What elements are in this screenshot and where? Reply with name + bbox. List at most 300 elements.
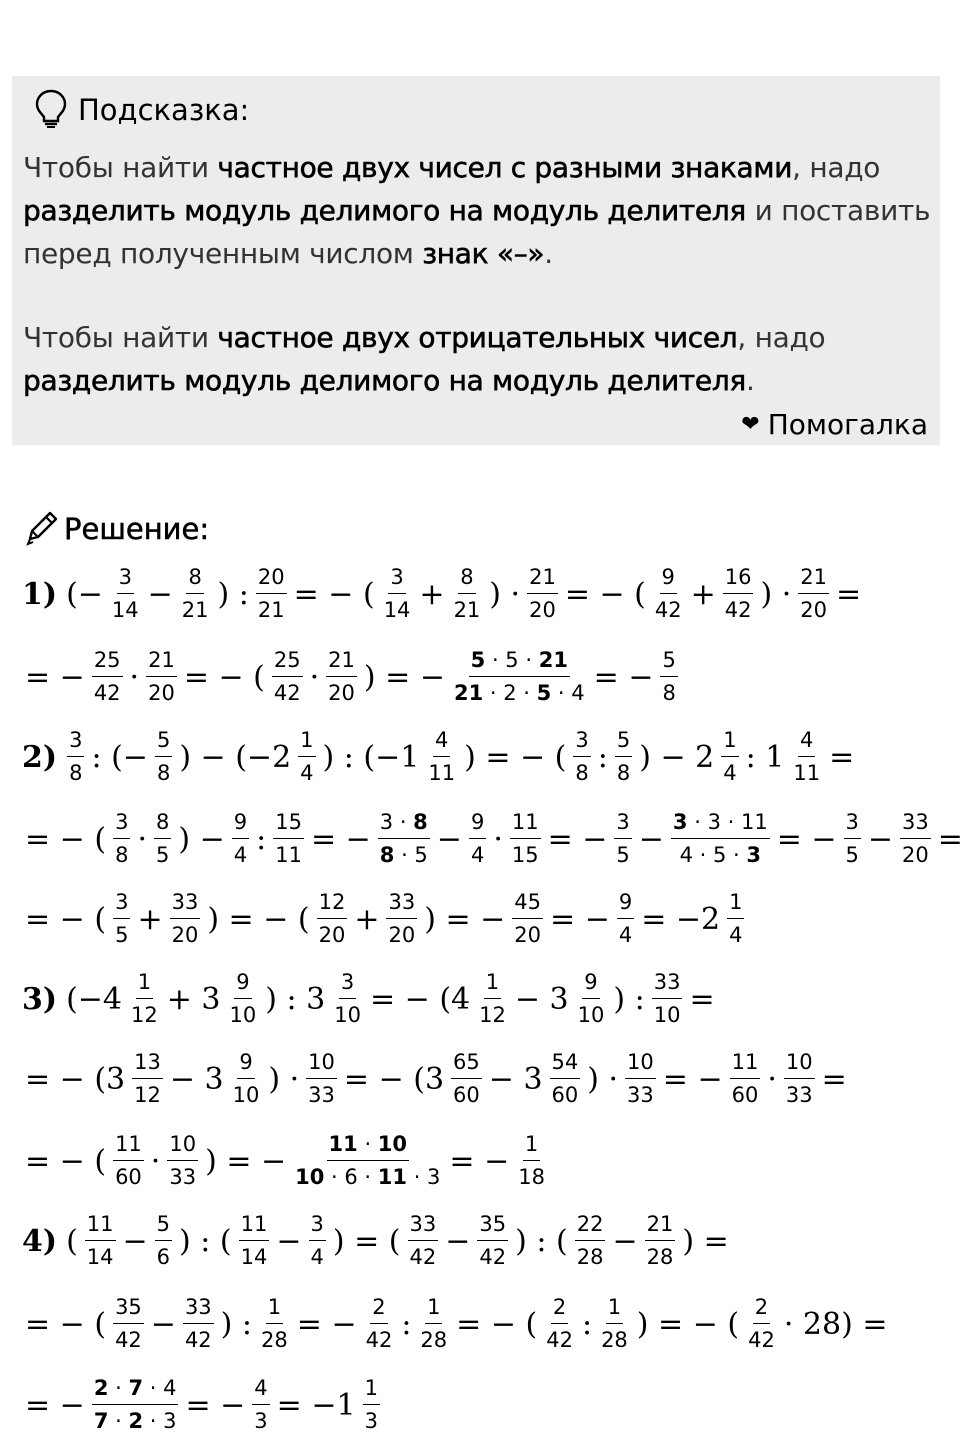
fraction — [784, 1050, 815, 1108]
numerator: 25 — [272, 648, 303, 677]
math-operator: − — [638, 821, 664, 857]
numerator: 3 · 3 · 11 — [671, 810, 770, 839]
math-operator: = − — [25, 659, 85, 695]
math-operator: ) = − — [424, 901, 506, 937]
math-operator: · — [150, 1143, 161, 1179]
denominator: 18 — [518, 1165, 545, 1189]
solution-title: Решение: — [64, 512, 210, 546]
fraction — [477, 1212, 508, 1270]
fraction — [132, 1050, 163, 1108]
numerator: 33 — [183, 1295, 214, 1324]
fraction — [146, 648, 177, 706]
denominator: 14 — [86, 1245, 114, 1269]
fraction — [671, 810, 770, 868]
math-operator: − — [436, 821, 462, 857]
hint-paragraph-2 — [23, 316, 933, 402]
denominator: 8 — [115, 843, 129, 867]
solution-line — [22, 728, 857, 786]
denominator: 4 — [729, 923, 743, 947]
fraction — [645, 1212, 676, 1270]
denominator: 11 — [275, 843, 302, 867]
numerator: 1 — [266, 1295, 283, 1324]
hint-text-run: , надо — [737, 321, 826, 354]
numerator: 9 — [660, 565, 677, 594]
fraction — [900, 810, 931, 868]
numerator: 2 — [370, 1295, 387, 1324]
math-operator: = − — [296, 1306, 357, 1342]
denominator: 4 — [470, 843, 485, 867]
numerator: 1 — [298, 728, 315, 757]
denominator: 33 — [785, 1083, 813, 1107]
denominator: 20 — [388, 923, 416, 947]
fraction — [113, 890, 130, 948]
math-operator: : — [256, 821, 267, 857]
problem-number: 3) — [22, 981, 58, 1017]
fraction — [256, 565, 287, 623]
denominator: 21 — [257, 598, 285, 622]
numerator: 1 — [606, 1295, 623, 1324]
lightbulb-icon — [34, 88, 68, 132]
fraction — [516, 1132, 547, 1190]
fraction — [113, 1295, 144, 1353]
numerator: 12 — [317, 890, 348, 919]
denominator: 10 — [229, 1003, 257, 1027]
denominator: 20 — [800, 598, 827, 622]
fraction — [67, 728, 84, 786]
denominator: 21 · 2 · 5 · 4 — [453, 681, 585, 705]
numerator: 10 — [625, 1050, 656, 1079]
denominator: 33 — [627, 1083, 654, 1107]
numerator: 11 — [510, 810, 541, 839]
denominator: 3 — [364, 1409, 378, 1433]
numerator: 45 — [512, 890, 543, 919]
math-operator: = − — [662, 1061, 723, 1097]
math-operator: (− — [66, 576, 103, 612]
numerator: 11 — [113, 1132, 144, 1161]
math-operator: − — [867, 821, 894, 857]
math-operator: ) = − — [205, 1143, 287, 1179]
math-operator: : — [581, 1306, 593, 1342]
math-operator: ) · — [268, 1061, 300, 1097]
denominator: 28 — [261, 1328, 288, 1352]
denominator: 11 — [428, 761, 456, 785]
fraction — [408, 1212, 439, 1270]
numerator: 3 — [339, 970, 356, 999]
numerator: 2 — [753, 1295, 770, 1324]
fraction — [231, 1050, 262, 1108]
numerator: 3 — [844, 810, 861, 839]
fraction — [452, 648, 587, 706]
numerator: 35 — [477, 1212, 508, 1241]
denominator: 14 — [240, 1245, 268, 1269]
math-operator: ) · — [760, 576, 792, 612]
denominator: 20 — [514, 923, 542, 947]
numerator: 1 — [425, 1295, 442, 1324]
fraction — [721, 728, 738, 786]
fraction — [550, 1050, 581, 1108]
math-operator: = − — [310, 821, 371, 857]
fraction — [510, 810, 541, 868]
denominator: 4 — [618, 923, 633, 947]
pencil-icon — [24, 508, 60, 550]
math-operator: − 3 — [169, 1061, 224, 1097]
fraction — [183, 1295, 214, 1353]
hint-emphasis: частное двух отрицательных чисел — [217, 321, 738, 354]
math-operator: ) : ( — [515, 1223, 568, 1259]
math-operator: = − ( — [25, 901, 107, 937]
numerator: 8 — [186, 565, 203, 594]
fraction — [575, 1212, 606, 1270]
fraction — [451, 1050, 482, 1108]
fraction — [155, 1212, 172, 1270]
fraction — [426, 728, 457, 786]
denominator: 28 — [646, 1245, 674, 1269]
numerator: 5 — [155, 1212, 172, 1241]
fraction — [386, 890, 417, 948]
math-operator: = — [829, 739, 855, 775]
numerator: 9 — [232, 810, 249, 839]
fraction — [544, 1295, 575, 1353]
numerator: 1 — [523, 1132, 540, 1161]
denominator: 20 — [171, 923, 199, 947]
numerator: 33 — [386, 890, 417, 919]
fraction — [382, 565, 413, 623]
denominator: 4 — [723, 761, 737, 785]
denominator: 28 — [601, 1328, 628, 1352]
denominator: 42 — [365, 1328, 393, 1352]
problem-number: 4) — [22, 1223, 58, 1259]
denominator: 12 — [131, 1003, 158, 1027]
denominator: 28 — [420, 1328, 448, 1352]
solution-line — [22, 970, 718, 1028]
signature — [741, 408, 928, 441]
fraction — [576, 970, 607, 1028]
hint-box — [12, 76, 940, 445]
math-operator: = −1 — [276, 1387, 356, 1423]
denominator: 6 — [156, 1245, 171, 1269]
solution-line — [22, 1050, 850, 1108]
math-operator: + — [137, 901, 163, 937]
numerator: 2 — [551, 1295, 568, 1324]
numerator: 21 — [326, 648, 357, 677]
math-operator: = − — [25, 1387, 85, 1423]
numerator: 3 — [113, 810, 130, 839]
numerator: 3 — [573, 728, 590, 757]
denominator: 60 — [551, 1083, 579, 1107]
hint-text-run: Чтобы найти — [23, 321, 218, 354]
math-operator: : 1 — [745, 739, 785, 775]
hint-emphasis: знак «–» — [422, 237, 545, 270]
denominator: 21 — [453, 598, 481, 622]
math-operator: = — [821, 1061, 847, 1097]
fraction — [309, 1212, 326, 1270]
numerator: 9 — [469, 810, 486, 839]
math-operator: ) = ( — [332, 1223, 401, 1259]
math-operator: = − ( — [183, 659, 265, 695]
math-operator: = − — [547, 821, 608, 857]
math-operator: = − — [185, 1387, 246, 1423]
math-operator: − — [150, 1306, 176, 1342]
denominator: 21 — [181, 598, 209, 622]
denominator: 20 — [318, 923, 346, 947]
fraction — [660, 648, 677, 706]
hint-text-run: . — [745, 364, 755, 397]
denominator: 5 — [845, 843, 859, 867]
math-operator: ) = − — [363, 659, 445, 695]
denominator: 8 — [156, 761, 171, 785]
fraction — [653, 565, 684, 623]
fraction — [727, 890, 744, 948]
numerator: 65 — [451, 1050, 482, 1079]
denominator: 20 — [328, 681, 355, 705]
math-operator: = − ( — [25, 821, 107, 857]
denominator: 12 — [479, 1003, 506, 1027]
math-operator: − 3 — [514, 981, 569, 1017]
math-operator: ) : — [217, 576, 249, 612]
math-operator: = − ( — [293, 576, 375, 612]
math-operator: ) · — [489, 576, 521, 612]
numerator: 33 — [652, 970, 683, 999]
fraction — [113, 810, 130, 868]
fraction — [332, 970, 363, 1028]
hint-text — [23, 146, 933, 402]
denominator: 7 · 2 · 3 — [93, 1409, 177, 1433]
solution-line — [22, 1132, 551, 1190]
numerator: 35 — [113, 1295, 144, 1324]
fraction — [791, 728, 822, 786]
fraction — [110, 565, 141, 623]
numerator: 11 — [239, 1212, 270, 1241]
numerator: 11 — [85, 1212, 116, 1241]
math-operator: − — [612, 1223, 638, 1259]
fraction — [167, 1132, 198, 1190]
math-operator: · — [493, 821, 503, 857]
fraction — [228, 970, 259, 1028]
denominator: 4 — [310, 1245, 324, 1269]
denominator: 12 — [134, 1083, 161, 1107]
math-operator: + — [419, 576, 445, 612]
numerator: 33 — [408, 1212, 439, 1241]
math-operator: = −2 — [641, 901, 721, 937]
fraction — [298, 728, 315, 786]
hint-text-run: , надо — [792, 151, 881, 184]
math-operator: = − ( — [25, 1143, 107, 1179]
denominator: 10 — [334, 1003, 361, 1027]
fraction — [317, 890, 348, 948]
denominator: 14 — [111, 598, 139, 622]
denominator: 42 — [724, 598, 752, 622]
fraction — [527, 565, 558, 623]
fraction — [92, 1376, 179, 1434]
numerator: 21 — [527, 565, 558, 594]
math-operator: ) − (−2 — [179, 739, 292, 775]
denominator: 20 — [529, 598, 556, 622]
solution-line — [22, 1295, 890, 1353]
numerator: 21 — [645, 1212, 676, 1241]
fraction — [85, 1212, 116, 1270]
numerator: 4 — [252, 1376, 269, 1405]
fraction — [364, 1295, 395, 1353]
problem-number: 1) — [22, 576, 58, 612]
denominator: 11 — [793, 761, 821, 785]
math-operator: = − (3 — [343, 1061, 445, 1097]
numerator: 5 — [615, 728, 632, 757]
solution-line — [22, 648, 682, 706]
fraction — [652, 970, 683, 1028]
numerator: 9 — [582, 970, 599, 999]
math-operator: : (− — [91, 739, 148, 775]
denominator: 33 — [308, 1083, 335, 1107]
denominator: 4 — [300, 761, 314, 785]
solution-line — [22, 1376, 384, 1434]
math-operator: = — [689, 981, 715, 1017]
denominator: 42 — [748, 1328, 775, 1352]
numerator: 9 — [237, 1050, 254, 1079]
numerator: 54 — [550, 1050, 581, 1079]
numerator: 9 — [617, 890, 634, 919]
numerator: 1 — [727, 890, 744, 919]
denominator: 42 — [654, 598, 682, 622]
math-operator: · — [129, 659, 140, 695]
fraction — [154, 810, 171, 868]
numerator: 3 · 8 — [378, 810, 430, 839]
fraction — [723, 565, 754, 623]
fraction — [378, 810, 430, 868]
fraction — [599, 1295, 630, 1353]
numerator: 11 — [730, 1050, 761, 1079]
numerator: 4 — [798, 728, 815, 757]
math-operator: ) = − ( — [636, 1306, 740, 1342]
math-operator: − 3 — [488, 1061, 543, 1097]
fraction — [155, 728, 172, 786]
solution-line — [22, 1212, 732, 1270]
numerator: 21 — [798, 565, 829, 594]
denominator: 20 — [148, 681, 175, 705]
math-operator: − — [147, 576, 173, 612]
numerator: 10 — [784, 1050, 815, 1079]
numerator: 25 — [92, 648, 123, 677]
heart-icon: ❤ — [741, 412, 760, 437]
fraction — [363, 1376, 380, 1434]
math-operator: + 3 — [166, 981, 221, 1017]
numerator: 5 — [155, 728, 172, 757]
math-operator: : — [401, 1306, 412, 1342]
math-operator: ) − — [178, 821, 225, 857]
fraction — [418, 1295, 449, 1353]
numerator: 8 — [154, 810, 171, 839]
math-operator: ) = − ( — [207, 901, 310, 937]
denominator: 4 · 5 · 3 — [679, 843, 761, 867]
denominator: 60 — [453, 1083, 480, 1107]
math-operator: ) = − ( — [464, 739, 567, 775]
numerator: 2 · 7 · 4 — [92, 1376, 179, 1405]
denominator: 28 — [576, 1245, 604, 1269]
hint-text-run: и поставить перед полученным числом — [23, 194, 931, 270]
numerator: 5 · 5 · 21 — [469, 648, 570, 677]
numerator: 33 — [170, 890, 201, 919]
denominator: 8 — [575, 761, 589, 785]
math-operator: = − — [550, 901, 610, 937]
solution-line — [22, 810, 966, 868]
denominator: 42 — [479, 1245, 507, 1269]
math-operator: + — [354, 901, 380, 937]
fraction — [252, 1376, 269, 1434]
math-operator: + — [690, 576, 716, 612]
numerator: 4 — [433, 728, 450, 757]
numerator: 5 — [660, 648, 677, 677]
fraction — [730, 1050, 761, 1108]
denominator: 8 — [616, 761, 631, 785]
math-operator: = − ( — [564, 576, 646, 612]
solution-line — [22, 890, 748, 948]
fraction — [272, 648, 303, 706]
hint-header — [34, 88, 249, 132]
fraction — [92, 648, 123, 706]
hint-emphasis: частное двух чисел с разными знаками — [217, 151, 793, 184]
math-operator: − — [122, 1223, 148, 1259]
denominator: 5 — [115, 923, 129, 947]
solution-header — [24, 508, 209, 550]
numerator: 16 — [723, 565, 754, 594]
fraction — [273, 810, 304, 868]
denominator: 10 — [653, 1003, 681, 1027]
denominator: 20 — [902, 843, 929, 867]
math-operator: · — [767, 1061, 777, 1097]
math-operator: ) : 3 — [265, 981, 326, 1017]
denominator: 42 — [409, 1245, 437, 1269]
math-operator: = − — [593, 659, 654, 695]
numerator: 3 — [309, 1212, 326, 1241]
numerator: 3 — [614, 810, 631, 839]
math-operator: − — [445, 1223, 471, 1259]
hint-title: Подсказка: — [78, 93, 250, 127]
fraction — [625, 1050, 656, 1108]
numerator: 13 — [132, 1050, 163, 1079]
hint-emphasis: разделить модуль делимого на модуль делителя — [23, 364, 746, 397]
math-operator: = — [937, 821, 963, 857]
math-operator: · 28) = — [783, 1306, 888, 1342]
fraction — [129, 970, 160, 1028]
fraction — [614, 810, 631, 868]
math-operator: = − ( — [25, 1306, 107, 1342]
numerator: 20 — [256, 565, 287, 594]
math-operator: : — [597, 739, 608, 775]
numerator: 10 — [167, 1132, 198, 1161]
numerator: 11 · 10 — [327, 1132, 410, 1161]
numerator: 21 — [146, 648, 177, 677]
math-operator: = − (4 — [369, 981, 471, 1017]
denominator: 60 — [731, 1083, 759, 1107]
problem-number: 2) — [22, 739, 58, 775]
math-operator: ) = — [682, 1223, 729, 1259]
fraction — [844, 810, 861, 868]
math-operator: − — [276, 1223, 302, 1259]
denominator: 5 — [155, 843, 170, 867]
numerator: 1 — [136, 970, 153, 999]
fraction — [306, 1050, 337, 1108]
math-operator: ) : — [613, 981, 645, 1017]
fraction — [113, 1132, 144, 1190]
numerator: 3 — [113, 890, 130, 919]
numerator: 1 — [363, 1376, 380, 1405]
denominator: 15 — [511, 843, 539, 867]
math-operator: ) : (−1 — [322, 739, 420, 775]
math-operator: = − ( — [456, 1306, 538, 1342]
fraction — [326, 648, 357, 706]
math-operator: · — [137, 821, 147, 857]
fraction — [477, 970, 508, 1028]
denominator: 14 — [383, 598, 411, 622]
